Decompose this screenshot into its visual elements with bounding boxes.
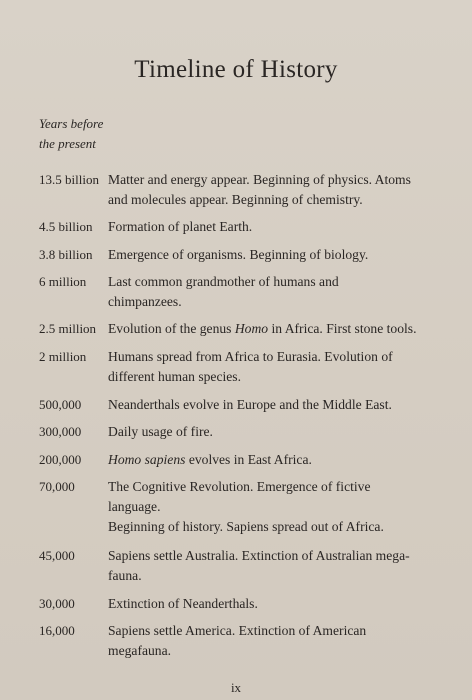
entry-description — [108, 422, 428, 442]
entry-date: 3.8 billion — [39, 247, 93, 262]
entry-description — [108, 272, 428, 312]
entry-line: different human species. — [108, 369, 241, 384]
page-number: ix — [230, 680, 242, 695]
entry-description — [108, 245, 428, 265]
entry-text: Evolution of the genus — [108, 321, 235, 336]
entry-line: Formation of planet Earth. — [108, 219, 253, 234]
entry-text: evolves in East Africa. — [185, 452, 312, 467]
entry-date: 30,000 — [39, 596, 75, 611]
entry-line: Sapiens settle America. Extinction of American — [108, 623, 367, 638]
entry-line: Neanderthals evolve in Europe and the Middle East. — [108, 397, 392, 412]
page-title: Timeline of History — [134, 56, 338, 83]
entry-date: 13.5 billion — [39, 172, 99, 187]
entry-line: The Cognitive Revolution. Emergence of fictive — [108, 479, 371, 494]
entry-description — [108, 546, 428, 586]
entry-text-italic: Homo — [234, 321, 269, 336]
entry-date: 2 million — [39, 349, 87, 364]
entry-date: 70,000 — [39, 479, 75, 494]
entry-line: fauna. — [108, 568, 142, 583]
entry-line: Extinction of Neanderthals. — [108, 596, 258, 611]
entry-description — [108, 217, 428, 237]
entry-description — [108, 450, 428, 470]
entry-description — [108, 347, 428, 387]
entry-date: 2.5 million — [39, 321, 97, 336]
entry-line: megafauna. — [108, 643, 172, 658]
entry-line: Last common grandmother of humans and — [108, 274, 339, 289]
entry-date: 16,000 — [39, 623, 75, 638]
column-header-line-2: the present — [39, 136, 96, 151]
entry-description — [108, 395, 428, 415]
entry-line: and molecules appear. Beginning of chemistry. — [108, 192, 363, 207]
entry-line: Sapiens settle Australia. Extinction of Australian mega- — [108, 548, 410, 563]
column-header-line-1: Years before — [39, 116, 104, 131]
entry-date: 500,000 — [39, 397, 82, 412]
entry-line: Daily usage of fire. — [108, 424, 213, 439]
entry-description — [108, 170, 428, 210]
entry-line — [108, 450, 428, 470]
entry-date: 300,000 — [39, 424, 82, 439]
entry-date: 6 million — [39, 274, 87, 289]
entry-date: 45,000 — [39, 548, 75, 563]
entry-text: in Africa. First stone tools. — [268, 321, 417, 336]
column-header — [39, 114, 103, 154]
entry-line — [108, 319, 428, 339]
entry-text-italic: Homo sapiens — [108, 452, 186, 467]
entry-description — [108, 477, 428, 537]
entry-description — [108, 319, 428, 339]
entry-description — [108, 594, 428, 614]
entry-line: Beginning of history. Sapiens spread out of Africa. — [108, 519, 384, 534]
entry-line: language. — [108, 499, 161, 514]
entry-description — [108, 621, 428, 661]
entry-line: Matter and energy appear. Beginning of physics. Atoms — [108, 172, 411, 187]
entry-line: Emergence of organisms. Beginning of biology. — [108, 247, 369, 262]
entry-line: Humans spread from Africa to Eurasia. Evolution of — [108, 349, 393, 364]
entry-date: 4.5 billion — [39, 219, 93, 234]
entry-line: chimpanzees. — [108, 294, 182, 309]
entry-date: 200,000 — [39, 452, 82, 467]
